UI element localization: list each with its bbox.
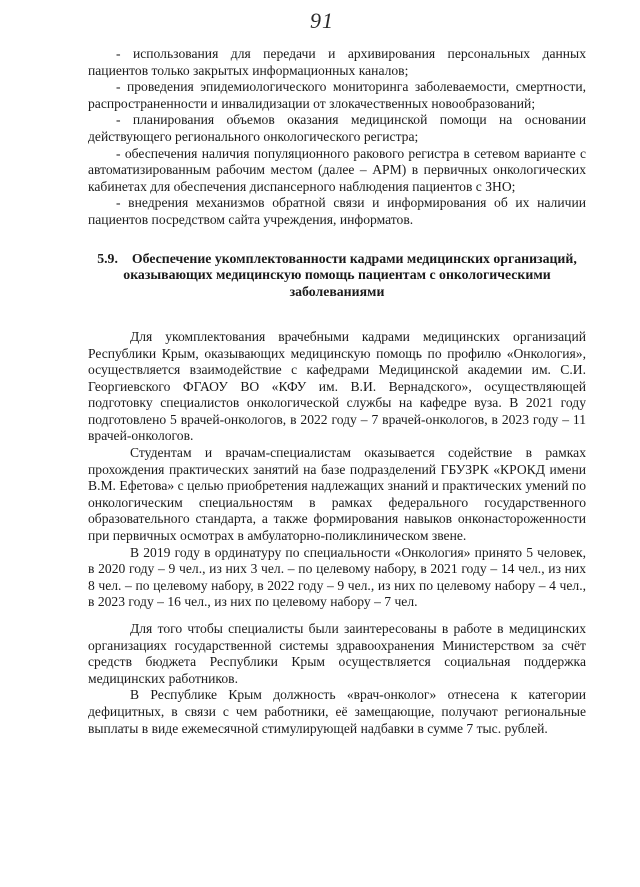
body-paragraph: Для укомплектования врачебными кадрами медицинских организаций Республики Крым, оказывающих медицинскую помощь по профилю «Онкология», осуществляется взаимодействие с кафедрами Медицинской академии им. С.И. Георгиевского ФГАОУ ВО «КФУ им. В.И. Вернадского», осуществляющей подготовку специалистов онкологической службы на кафедре вуза. В 2021 году подготовлено 5 врачей-онкологов, в 2022 году – 7 врачей-онкологов, в 2023 году – 11 врачей-онкологов. — [88, 328, 586, 444]
bullet-item: - проведения эпидемиологического мониторинга заболеваемости, смертности, распространенности и инвалидизации от злокачественных новообразований; — [88, 79, 586, 111]
page-number: 91 — [310, 8, 334, 33]
body-paragraph: В 2019 году в ординатуру по специальности «Онкология» принято 5 человек, в 2020 году – 9 чел., из них 3 чел. – по целевому набору, в 2021 году – 14 чел., из них 8 чел. – по целевому набору, в 2022 году – 9 чел., из них по целевому набору – 4 чел., в 2023 году – 16 чел., из них по целевому набору – 7 чел. — [88, 544, 586, 610]
page-content — [88, 46, 586, 737]
section-heading — [88, 251, 586, 301]
bullet-item: - планирования объемов оказания медицинской помощи на основании действующего регионального онкологического регистра; — [88, 112, 586, 144]
section-title: Обеспечение укомплектованности кадрами медицинских организаций, оказывающих медицинскую помощь пациентам с онкологическими заболеваниями — [123, 250, 577, 300]
section-number: 5.9. — [97, 250, 118, 266]
bullet-item: - обеспечения наличия популяционного ракового регистра в сетевом варианте с автоматизированным рабочим местом (далее – АРМ) в первичных онкологических кабинетах для обеспечения диспансерного наблюдения пациентов с ЗНО; — [88, 145, 586, 194]
bullet-item: - внедрения механизмов обратной связи и информирования об их наличии пациентов посредством сайта учреждения, информатов. — [88, 195, 586, 227]
body-paragraph: Студентам и врачам-специалистам оказывается содействие в рамках прохождения практических занятий на базе подразделений ГБУЗРК «КРОКД имени В.М. Ефетова» с целью приобретения надлежащих знаний и практических умений по онкологическим специальностям в рамках федерального государственного образовательного стандарта, а также формирования навыков онконастороженности при первичных осмотрах в амбулаторно-поликлиническом звене. — [88, 445, 586, 544]
body-paragraph: В Республике Крым должность «врач-онколог» отнесена к категории дефицитных, в связи с чем работники, её замещающие, получают региональные выплаты в виде ежемесячной стимулирующей надбавки в сумме 7 тыс. рублей. — [88, 687, 586, 736]
body-paragraph: Для того чтобы специалисты были заинтересованы в работе в медицинских организациях государственной системы здравоохранения Министерством за счёт средств бюджета Республики Крым осуществляется социальная поддержка медицинских работников. — [88, 621, 586, 686]
bullet-item: - использования для передачи и архивирования персональных данных пациентов только закрытых информационных каналов; — [88, 46, 586, 78]
